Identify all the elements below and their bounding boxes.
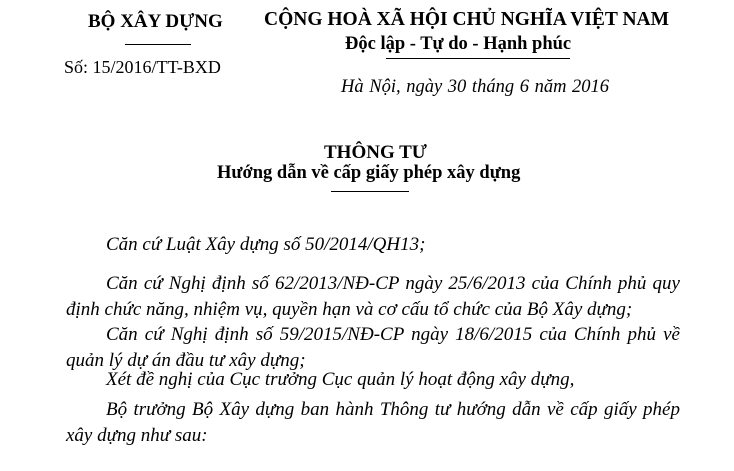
document-number: Số: 15/2016/TT-BXD (64, 57, 221, 77)
preamble-paragraph: Căn cứ Nghị định số 59/2015/NĐ-CP ngày 18/6/2015 của Chính phủ về quản lý dự án đầu tư xây dựng; (66, 324, 680, 371)
document-subject: Hướng dẫn về cấp giấy phép xây dựng (217, 163, 521, 183)
issuing-ministry: BỘ XÂY DỰNG (88, 11, 223, 32)
motto-underline (386, 58, 570, 59)
preamble-paragraph: Bộ trưởng Bộ Xây dựng ban hành Thông tư hướng dẫn về cấp giấy phép xây dựng như sau: (66, 399, 680, 446)
document-type-heading: THÔNG TƯ (324, 142, 427, 163)
national-motto: Độc lập - Tự do - Hạnh phúc (345, 34, 572, 54)
preamble-paragraph: Căn cứ Luật Xây dựng số 50/2014/QH13; (106, 234, 426, 255)
preamble-paragraph: Xét đề nghị của Cục trưởng Cục quản lý hoạt động xây dựng, (106, 369, 575, 390)
place-and-date: Hà Nội, ngày 30 tháng 6 năm 2016 (341, 77, 610, 97)
national-title: CỘNG HOÀ XÃ HỘI CHỦ NGHĨA VIỆT NAM (264, 9, 670, 30)
subject-underline (331, 191, 409, 192)
ministry-underline (125, 44, 191, 45)
preamble-paragraph: Căn cứ Nghị định số 62/2013/NĐ-CP ngày 25/6/2013 của Chính phủ quy định chức năng, nhiệm vụ, quyền hạn và cơ cấu tổ chức của Bộ Xây dựng; (66, 273, 680, 320)
